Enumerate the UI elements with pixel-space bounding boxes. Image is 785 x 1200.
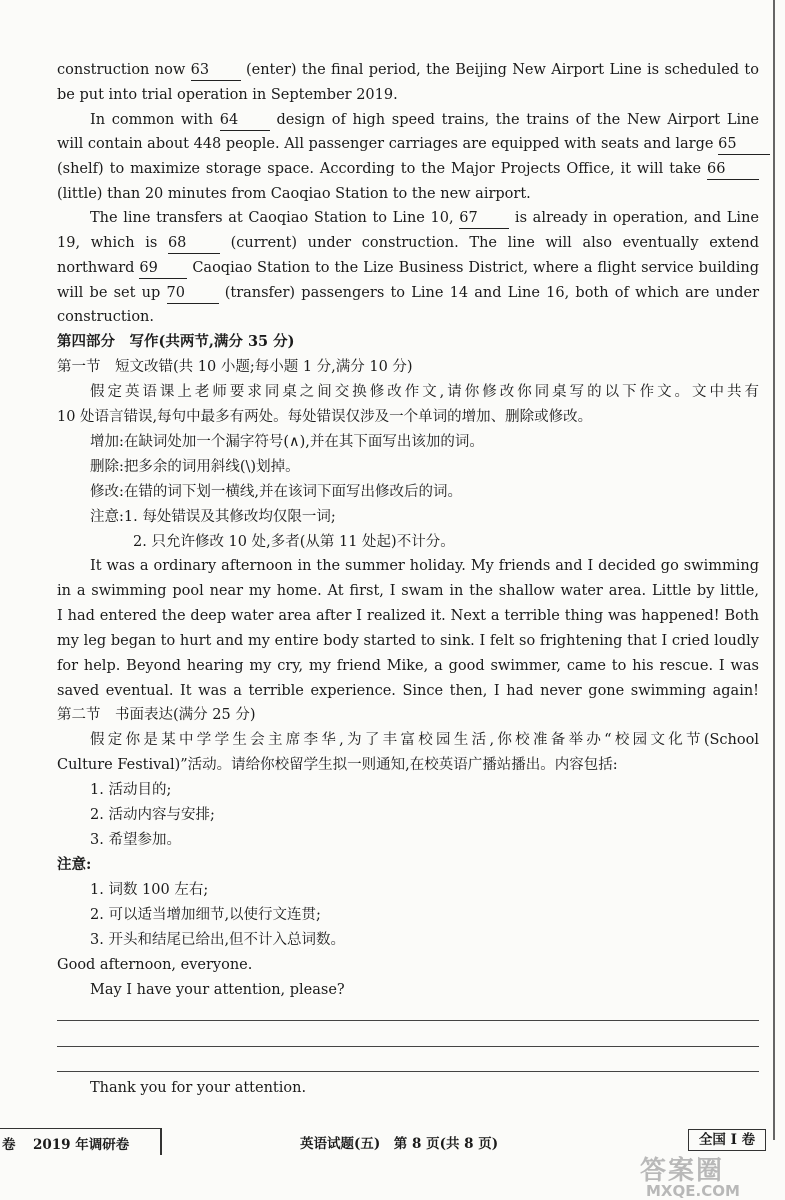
binding-rule: [773, 0, 775, 1140]
writing-line-2: [57, 1046, 759, 1047]
section1-intro-1: 假定英语课上老师要求同桌之间交换修改作文,请你修改你同桌写的以下作文。文中共有: [90, 384, 759, 400]
passage-line-3: In common with 64 design of high speed trains, the trains of the New Airport Line: [90, 110, 759, 131]
content-item-3: 3. 希望参加。: [90, 832, 181, 848]
rule-modify: 修改:在错的词下划一横线,并在该词下面写出修改后的词。: [90, 484, 462, 500]
notice-label: 注意:: [57, 856, 92, 873]
essay-line-5: for help. Beyond hearing my cry, my friend Mike, a good swimmer, came to his rescue. I was: [57, 658, 759, 674]
note-1: 注意:1. 每处错误及其修改均仅限一词;: [90, 509, 336, 525]
footer-page-info: 英语试题(五) 第 8 页(共 8 页): [300, 1136, 499, 1152]
part4-title: 第四部分 写作(共两节,满分 35 分): [57, 333, 295, 350]
blank-65: 65: [718, 134, 770, 155]
section1-intro-2: 10 处语言错误,每句中最多有两处。每处错误仅涉及一个单词的增加、删除或修改。: [57, 409, 593, 425]
exam-page: construction now 63 (enter) the final period, the Beijing New Airport Line is scheduled to be put into trial operation in September 2019. In common with 64 design of high speed trains, the trains of the New Airport Line will contain about 448 people. All passenger carriages are equipped with seats and large 65 (shelf) to maximize storage space. According to the Major Projects Office, it will take 66 (little) than 20 minutes from Caoqiao Station to the new airport. The line transfers at Caoqiao Station to Line 10, 67 is already in operation, and Line 19, which is 68 (current) under construction. The line will also eventually extend northward 69 Caoqiao Station to the Lize Business District, where a flight service building will be set up 70 (transfer) passengers to Line 14 and Line 16, both of which are under construction. 第四部分 写作(共两节,满分 35 分) 第一节 短文改错(共 10 小题;每小题 1 分,满分 10 分) 假定英语课上老师要求同桌之间交换修改作文,请你修改你同桌写的以下作文。文中共有 10 处语言错误,每句中最多有两处。每处错误仅涉及一个单词的增加、删除或修改。 增加:在缺词处加一个漏字符号(∧),并在其下面写出该加的词。 删除:把多余的词用斜线(\)划掉。 修改:在错的词下划一横线,并在该词下面写出修改后的词。 注意:1. 每处错误及其修改均仅限一词; 2. 只允许修改 10 处,多者(从第 11 处起)不计分。 It was a ordinary afternoon in the summer holiday. My friends and I decided go swimming in a swimming pool near my home. At first, I swam in the shallow water area. Little by little, I had entered the deep water area after I realized it. Next a terrible thing was happened! Both my leg began to hurt and my entire body started to sink. I felt so frightening that I cried loudly for help. Beyond hearing my cry, my friend Mike, a good swimmer, came to his rescue. I was saved eventual. It was a terrible experience. Since then, I had never gone swimming again! 第二节 书面表达(满分 25 分) 假定你是某中学学生会主席李华,为了丰富校园生活,你校准备举办“校园文化节(School Culture Festival)”活动。请给你校留学生拟一则通知,在校英语广播站播出。内容包括: 1. 活动目的; 2. 活动内容与安排; 3. 希望参加。 注意: 1. 词数 100 左右; 2. 可以适当增加细节,以使行文连贯; 3. 开头和结尾已给出,但不计入总词数。 Good afternoon, everyone. May I have your attention, please? Thank you for your attention. 卷 2019 年调研卷 英语试题(五) 第 8 页(共 8 页) 全国 I 卷 答案圈 MXQE.COM: [0, 0, 785, 1200]
passage-line-1: construction now 63 (enter) the final period, the Beijing New Airport Line is scheduled to: [57, 60, 759, 81]
passage-line-8: 19, which is 68 (current) under construction. The line will also eventually extend: [57, 233, 759, 254]
footer-left-box: [0, 1128, 162, 1155]
section2-intro-1: 假定你是某中学学生会主席李华,为了丰富校园生活,你校准备举办“校园文化节(School: [90, 732, 759, 748]
section2-intro-2: Culture Festival)”活动。请给你校留学生拟一则通知,在校英语广播站播出。内容包括:: [57, 757, 618, 773]
passage-line-7: The line transfers at Caoqiao Station to Line 10, 67 is already in operation, and Line: [90, 208, 759, 229]
passage-line-9: northward 69 Caoqiao Station to the Lize Business District, where a flight service building: [57, 258, 759, 279]
footer-left-char: 卷: [2, 1137, 16, 1153]
letter-closing: Thank you for your attention.: [90, 1080, 307, 1096]
rule-delete: 删除:把多余的词用斜线(\)划掉。: [90, 459, 300, 475]
writing-note-2: 2. 可以适当增加细节,以使行文连贯;: [90, 907, 321, 923]
writing-line-1: [57, 1020, 759, 1021]
passage-line-5: (shelf) to maximize storage space. According to the Major Projects Office, it will take 66: [57, 159, 759, 180]
section2-title: 第二节 书面表达(满分 25 分): [57, 707, 256, 723]
passage-line-4: will contain about 448 people. All passenger carriages are equipped with seats and large 65: [57, 134, 759, 155]
footer-left-text: 2019 年调研卷: [33, 1137, 130, 1153]
note-2: 2. 只允许修改 10 处,多者(从第 11 处起)不计分。: [133, 534, 455, 550]
blank-66: 66: [707, 159, 759, 180]
passage-line-10: will be set up 70 (transfer) passengers to Line 14 and Line 16, both of which are under: [57, 283, 759, 304]
essay-line-3: I had entered the deep water area after I realized it. Next a terrible thing was happened! Both: [57, 608, 759, 624]
section1-title: 第一节 短文改错(共 10 小题;每小题 1 分,满分 10 分): [57, 359, 413, 375]
writing-note-3: 3. 开头和结尾已给出,但不计入总词数。: [90, 932, 346, 948]
blank-69: 69: [139, 258, 187, 279]
footer-edition-badge: 全国 I 卷: [688, 1129, 766, 1151]
letter-opening-1: Good afternoon, everyone.: [57, 957, 253, 973]
blank-64: 64: [220, 110, 270, 131]
rule-add: 增加:在缺词处加一个漏字符号(∧),并在其下面写出该加的词。: [90, 434, 484, 450]
blank-67: 67: [459, 208, 509, 229]
passage-line-6: (little) than 20 minutes from Caoqiao Station to the new airport.: [57, 186, 531, 202]
writing-line-3: [57, 1071, 759, 1072]
blank-63: 63: [191, 60, 241, 81]
essay-line-2: in a swimming pool near my home. At first, I swam in the shallow water area. Little by little,: [57, 583, 759, 599]
essay-line-4: my leg began to hurt and my entire body started to sink. I felt so frightening that I cried loudly: [57, 633, 759, 649]
blank-70: 70: [167, 283, 219, 304]
blank-68: 68: [168, 233, 220, 254]
passage-line-11: construction.: [57, 309, 154, 325]
passage-line-2: be put into trial operation in September 2019.: [57, 87, 398, 103]
letter-opening-2: May I have your attention, please?: [90, 982, 345, 998]
essay-line-6: saved eventual. It was a terrible experience. Since then, I had never gone swimming again!: [57, 683, 759, 699]
writing-note-1: 1. 词数 100 左右;: [90, 882, 209, 898]
content-item-2: 2. 活动内容与安排;: [90, 807, 215, 823]
essay-line-1: It was a ordinary afternoon in the summer holiday. My friends and I decided go swimming: [90, 558, 759, 574]
content-item-1: 1. 活动目的;: [90, 782, 172, 798]
